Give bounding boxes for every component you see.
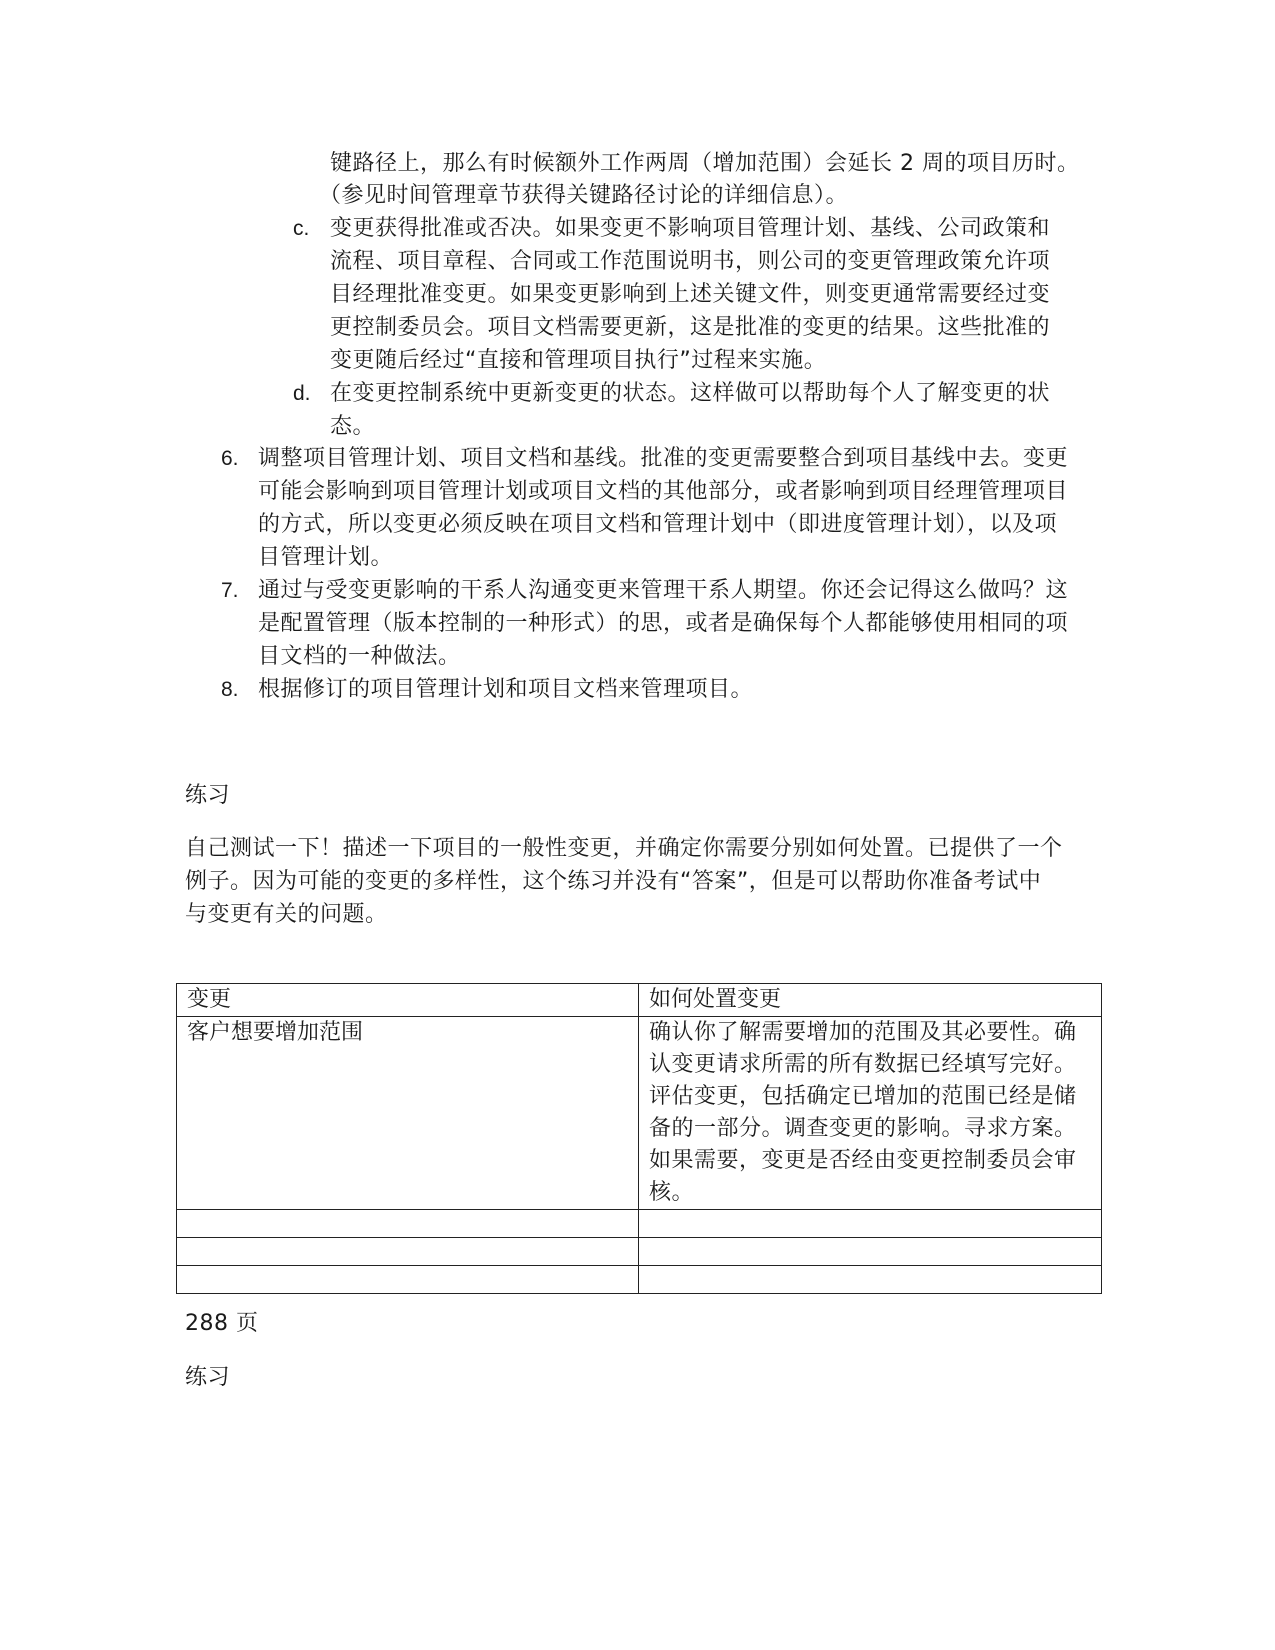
table-cell-empty (639, 1238, 1102, 1266)
continuation-line: 键路径上，那么有时候额外工作两周（增加范围）会延长 2 周的项目历时。 (330, 151, 1080, 176)
list-item-line: 目经理批准变更。如果变更影响到上述关键文件，则变更通常需要经过变 (330, 282, 1051, 307)
list-item-line: 是配置管理（版本控制的一种形式）的思，或者是确保每个人都能够使用相同的项 (258, 611, 1069, 636)
cell-text-line: 如果需要，变更是否经由变更控制委员会审 (649, 1148, 1077, 1173)
list-item-line: 的方式，所以变更必须反映在项目文档和管理计划中（即进度管理计划），以及项 (258, 512, 1058, 537)
list-marker: 7. (221, 579, 239, 602)
list-item-line: 态。 (330, 414, 376, 439)
header-cell-change: 变更 (177, 984, 639, 1017)
table-cell-change: 客户想要增加范围 (177, 1017, 639, 1210)
table-cell-handling (639, 1017, 1102, 1210)
table-header-row (177, 984, 1102, 1017)
cell-text-line: 确认你了解需要增加的范围及其必要性。确 (649, 1020, 1077, 1045)
table-cell-empty (639, 1210, 1102, 1238)
table-row-empty (177, 1266, 1102, 1294)
table-row-empty (177, 1238, 1102, 1266)
list-marker: 8. (221, 678, 239, 701)
continuation-line: （参见时间管理章节获得关键路径讨论的详细信息）。 (319, 183, 849, 208)
cell-text-line: 备的一部分。调查变更的影响。寻求方案。 (649, 1116, 1077, 1141)
section-heading: 练习 (185, 1365, 231, 1390)
list-item-line: 调整项目管理计划、项目文档和基线。批准的变更需要整合到项目基线中去。变更 (258, 446, 1069, 471)
table-cell-empty (177, 1238, 639, 1266)
exercise-intro-line: 自己测试一下！描述一下项目的一般性变更，并确定你需要分别如何处置。已提供了一个 (185, 836, 1063, 861)
exercise-intro-line: 与变更有关的问题。 (185, 902, 388, 927)
list-item-line: 根据修订的项目管理计划和项目文档来管理项目。 (258, 677, 754, 702)
list-item-line: 目管理计划。 (258, 545, 394, 570)
list-marker: d. (293, 382, 311, 405)
cell-text-line: 认变更请求所需的所有数据已经填写完好。 (649, 1052, 1077, 1077)
list-marker: c. (293, 217, 310, 240)
table-cell-empty (639, 1266, 1102, 1294)
table-cell-empty (177, 1210, 639, 1238)
list-marker: 6. (221, 447, 239, 470)
cell-text-line: 评估变更，包括确定已增加的范围已经是储 (649, 1084, 1077, 1109)
table-row-empty (177, 1210, 1102, 1238)
list-item-line: 通过与受变更影响的干系人沟通变更来管理干系人期望。你还会记得这么做吗？这 (258, 578, 1069, 603)
list-item-line: 流程、项目章程、合同或工作范围说明书，则公司的变更管理政策允许项 (330, 249, 1051, 274)
page-number: 288 页 (185, 1311, 259, 1336)
list-item-line: 可能会影响到项目管理计划或项目文档的其他部分，或者影响到项目经理管理项目 (258, 479, 1069, 504)
list-item-line: 变更获得批准或否决。如果变更不影响项目管理计划、基线、公司政策和 (330, 216, 1051, 241)
section-heading: 练习 (185, 783, 231, 808)
exercise-intro-line: 例子。因为可能的变更的多样性，这个练习并没有“答案”，但是可以帮助你准备考试中 (185, 869, 1042, 894)
table-cell-empty (177, 1266, 639, 1294)
list-item-line: 在变更控制系统中更新变更的状态。这样做可以帮助每个人了解变更的状 (330, 381, 1051, 406)
change-handling-table (176, 983, 1102, 1294)
list-item-line: 更控制委员会。项目文档需要更新，这是批准的变更的结果。这些批准的 (330, 315, 1051, 340)
cell-text-line: 核。 (649, 1180, 695, 1205)
header-cell-handling: 如何处置变更 (639, 984, 1102, 1017)
list-item-line: 目文档的一种做法。 (258, 644, 461, 669)
table-row (177, 1017, 1102, 1210)
list-item-line: 变更随后经过“直接和管理项目执行”过程来实施。 (330, 348, 827, 373)
